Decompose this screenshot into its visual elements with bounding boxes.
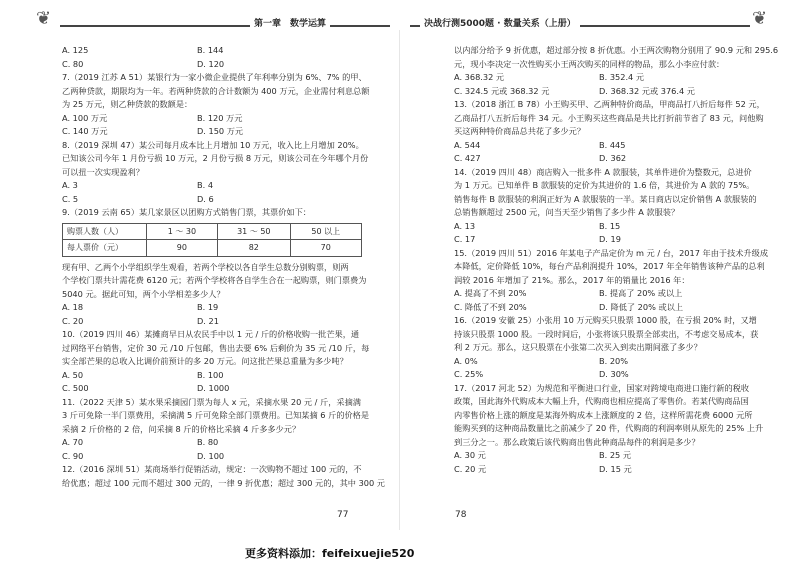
answer-option: B. 19 bbox=[197, 302, 219, 312]
table-cell: 50 以上 bbox=[290, 223, 361, 240]
table-cell: 31 ～ 50 bbox=[218, 223, 290, 240]
answer-option: A. 50 bbox=[62, 369, 84, 380]
answer-options-row bbox=[62, 301, 362, 315]
answer-option: A. 100 万元 bbox=[62, 112, 108, 123]
answer-option: B. 20% bbox=[599, 355, 629, 366]
ticket-price-table bbox=[62, 223, 362, 257]
answer-option: B. 4 bbox=[197, 180, 214, 190]
answer-options-row bbox=[454, 233, 754, 247]
question-text-line: 销售每件 B 款服装的利润正好为 A 款服装的一半。某日商店以定价销售 A 款服装的 bbox=[454, 193, 757, 204]
answer-option: D. 150 万元 bbox=[197, 126, 244, 136]
answer-options-row bbox=[454, 287, 754, 301]
answer-options-row bbox=[62, 315, 362, 329]
answer-option: C. 20 元 bbox=[454, 463, 487, 474]
answer-options-row bbox=[62, 382, 362, 396]
flourish-ornament-icon: ❦ bbox=[36, 8, 52, 29]
question-text-line: 7.（2019 江苏 A 51）某银行为一家小微企业提供了年利率分别为 6%、7% 的甲、 bbox=[62, 72, 367, 82]
answer-option: C. 25% bbox=[454, 369, 484, 379]
answer-option: A. 30 元 bbox=[454, 450, 486, 460]
question-text-line: 买这两种特价商品总共花了多少元？ bbox=[454, 126, 586, 136]
table-row bbox=[63, 240, 362, 257]
book-spine bbox=[399, 30, 400, 530]
flourish-ornament-icon: ❦ bbox=[752, 8, 768, 29]
answer-option: A. 368.32 元 bbox=[454, 72, 505, 82]
answer-options-row bbox=[62, 193, 362, 207]
header-rule bbox=[60, 25, 390, 27]
footer-note: 更多资料添加：feifeixuejie520 bbox=[245, 547, 415, 560]
answer-option: B. 15 bbox=[599, 220, 621, 231]
answer-option: A. 125 bbox=[62, 45, 89, 55]
answer-option: D. 30% bbox=[599, 369, 629, 379]
answer-options-row bbox=[454, 152, 754, 166]
answer-option: C. 5 bbox=[62, 193, 79, 204]
question-text-line: 为 25 万元，则乙种贷款的数额是： bbox=[62, 99, 193, 109]
answer-options-row bbox=[62, 112, 362, 126]
question-text-line: 11.（2022 天津 5）某水果采摘园门票为每人 x 元，采摘水果 20 元 / 斤，采摘满 bbox=[62, 396, 361, 407]
answer-option: B. 80 bbox=[197, 437, 219, 447]
answer-options-row bbox=[62, 436, 362, 450]
question-text-line: 乙商品打八五折后每件 34 元。小王购买这些商品是共比打折前节省了 83 元，问他购 bbox=[454, 112, 764, 123]
table-cell: 每人票价（元） bbox=[63, 240, 147, 257]
question-text-line: 给优惠；超过 100 元而不超过 300 元的，一律 9 折优惠；超过 300 元的，其中 300 元 bbox=[62, 477, 385, 488]
question-text-line: 到三分之一。那么政策后该代购商出售此种商品每件的利润是多少？ bbox=[454, 436, 700, 447]
question-text-line: 利 2 万元。那么，这只股票在小张第二次买入到卖出期间涨了多少？ bbox=[454, 342, 702, 352]
answer-options-row bbox=[454, 463, 754, 477]
question-text-line: 10.（2019 四川 46）某摊商早日从农民手中以 1 元 / 斤的价格收购一批芒果，通 bbox=[62, 329, 360, 339]
answer-option: D. 21 bbox=[197, 315, 219, 326]
question-text-line: 5040 元。据此可知，两个小学相差多少人？ bbox=[62, 288, 225, 299]
answer-option: D. 6 bbox=[197, 193, 214, 204]
answer-option: C. 20 bbox=[62, 315, 84, 326]
question-text-line: 8.（2019 深圳 47）某公司每月成本比上月增加 10 万元，收入比上月增加 20%。 bbox=[62, 139, 364, 150]
answer-option: C. 427 bbox=[454, 153, 481, 163]
question-text-line: 3 斤可免除一半门票费用，采摘满 5 斤可免除全部门票费用。已知某摘 6 斤的价格是 bbox=[62, 410, 370, 420]
table-cell: 82 bbox=[218, 240, 290, 257]
answer-options-row bbox=[454, 220, 754, 234]
answer-options-row bbox=[62, 44, 362, 58]
answer-options-row bbox=[454, 301, 754, 315]
answer-option: D. 120 bbox=[197, 58, 225, 69]
question-text-line: 润较 2016 年增加了 21%。那么，2017 年的销量比 2016 年： bbox=[454, 274, 690, 285]
answer-option: C. 140 万元 bbox=[62, 126, 108, 136]
answer-option: D. 100 bbox=[197, 450, 225, 461]
question-text-line: 总销售额超过 2500 元，问当天至少销售了多少件 A 款服装？ bbox=[454, 207, 680, 217]
page-number-right: 78 bbox=[455, 510, 467, 520]
question-text-line: 可以扭一次实现盈利？ bbox=[62, 166, 144, 177]
question-text-line: 为 1 万元。已知单件 B 款服装的定价为其进价的 1.6 倍，其进价为 A 款的 75%。 bbox=[454, 180, 755, 190]
answer-option: C. 降低了不到 20% bbox=[454, 301, 527, 312]
answer-options-row bbox=[62, 450, 362, 464]
answer-option: B. 120 万元 bbox=[197, 112, 243, 123]
answer-option: C. 324.5 元或 368.32 元 bbox=[454, 85, 550, 96]
answer-option: D. 362 bbox=[599, 153, 627, 163]
answer-option: D. 1000 bbox=[197, 383, 230, 393]
question-text-line: 本降低，定价降低 10%，每台产品利润提升 10%，2017 年全年销售该种产品的总利 bbox=[454, 261, 765, 271]
question-text-line: 能购买到的这种商品数量比之前减少了 20 件，代购商的利润率则从原先的 25% 上升 bbox=[454, 423, 764, 433]
page-number-left: 77 bbox=[337, 510, 349, 520]
question-text-line: 12.（2016 深圳 51）某商场举行促销活动，规定：一次购物不超过 100 元的，不 bbox=[62, 464, 362, 474]
question-text-line: 政策，国此海外代购成本大幅上升，代购商也相应提高了零售价。若某代购商品国 bbox=[454, 396, 749, 406]
answer-option: C. 80 bbox=[62, 58, 84, 69]
table-cell: 70 bbox=[290, 240, 361, 257]
answer-option: B. 445 bbox=[599, 139, 626, 150]
answer-option: A. 提高了不到 20% bbox=[454, 288, 527, 298]
answer-option: D. 降低了 20% 或以上 bbox=[599, 301, 684, 312]
book-title: 决战行测5000题 · 数量关系（上册） bbox=[420, 16, 580, 29]
answer-option: D. 19 bbox=[599, 234, 621, 244]
answer-options-row bbox=[62, 58, 362, 72]
table-cell: 90 bbox=[146, 240, 217, 257]
table-row bbox=[63, 223, 362, 240]
table-cell: 1 ～ 30 bbox=[146, 223, 217, 240]
answer-options-row bbox=[62, 125, 362, 139]
answer-option: C. 500 bbox=[62, 383, 89, 393]
question-text-line: 采摘 2 斤价格的 2 倍，问采摘 8 斤的价格比采摘 4 斤多多少元？ bbox=[62, 423, 301, 434]
question-text-line: 实全部芒果的总收入比调价前预计的多 20 万元。问这批芒果总重量为多少吨？ bbox=[62, 356, 348, 366]
answer-option: B. 352.4 元 bbox=[599, 72, 645, 82]
question-text-line: 以内部分给予 9 折优惠，超过部分按 8 折优惠。小王两次购物分别用了 90.9 元和 295.6 bbox=[454, 45, 779, 55]
answer-option: A. 0% bbox=[454, 355, 478, 366]
answer-option: D. 368.32 元或 376.4 元 bbox=[599, 85, 695, 96]
right-page-header bbox=[410, 16, 750, 34]
left-page-content bbox=[62, 44, 385, 490]
question-text-line: 现有甲、乙两个小学组织学生观看，若两个学校以各自学生总数分别购票，则两 bbox=[62, 261, 349, 272]
question-text-line: 持该只股票 1000 股。一段时间后，小张将该只股票全部卖出，不考虑交易成本，获 bbox=[454, 328, 759, 339]
question-text-line: 15.（2019 四川 51）2016 年某电子产品定价为 m 元 / 台，2017 年由于技术升级成 bbox=[454, 247, 769, 258]
answer-option: B. 25 元 bbox=[599, 450, 632, 460]
question-text-line: 乙两种贷款，期限均为一年。若两种贷款的合计数额为 400 万元，企业需付利息总额 bbox=[62, 85, 370, 96]
question-text-line: 17.（2017 河北 52）为规范和平衡进口行业，国家对跨境电商进口施行新的税收 bbox=[454, 382, 750, 393]
answer-options-row bbox=[454, 368, 754, 382]
answer-option: B. 144 bbox=[197, 45, 224, 55]
answer-option: A. 18 bbox=[62, 302, 84, 312]
question-text-line: 内零售价格上涨的额度是某海外购成本上涨额度的 2 倍，这样所需花费 6000 元所 bbox=[454, 409, 753, 420]
table-cell: 购票人数（人） bbox=[63, 223, 147, 240]
question-text-line: 元，现小李决定一次性购买小王两次购买的同样的物品，那么小李应付款： bbox=[454, 58, 725, 69]
answer-option: A. 544 bbox=[454, 139, 481, 150]
answer-option: A. 13 bbox=[454, 220, 476, 231]
answer-options-row bbox=[454, 85, 754, 99]
question-text-line: 个学校门票共计需花费 6120 元；若两个学校将各自学生合在一起购票，则门票费为 bbox=[62, 275, 367, 285]
answer-option: C. 17 bbox=[454, 234, 476, 244]
answer-options-row bbox=[454, 71, 754, 85]
answer-option: B. 提高了 20% 或以上 bbox=[599, 288, 683, 298]
answer-options-row bbox=[454, 449, 754, 463]
question-text-line: 过网络平台销售，定价 30 元 /10 斤包邮，售出去要 6% 后剩价为 35 元 /10 斤，每 bbox=[62, 342, 370, 353]
answer-option: D. 15 元 bbox=[599, 463, 632, 474]
question-text-line: 16.（2019 安徽 25）小张用 10 万元购买只股票 1000 股，在亏损 20% 时，又增 bbox=[454, 315, 757, 325]
answer-option: B. 100 bbox=[197, 369, 224, 380]
answer-option: A. 3 bbox=[62, 180, 78, 190]
answer-options-row bbox=[62, 369, 362, 383]
question-text-line: 13.（2018 浙江 B 78）小王购买甲、乙两种特价商品，甲商品打八折后每件 52 元， bbox=[454, 99, 765, 109]
right-page-content bbox=[454, 44, 779, 476]
answer-options-row bbox=[454, 139, 754, 153]
chapter-title: 第一章 数学运算 bbox=[250, 16, 330, 29]
question-text-line: 9.（2019 云南 65）某几家景区以团购方式销售门票，其票价如下： bbox=[62, 207, 311, 217]
answer-option: C. 90 bbox=[62, 450, 84, 461]
question-text-line: 已知该公司今年 1 月份亏损 10 万元，2 月份亏损 8 万元，则该公司在今年哪个月份 bbox=[62, 153, 369, 163]
left-page-header bbox=[60, 16, 390, 34]
question-text-line: 14.（2019 四川 48）商店购入一批多件 A 款服装，其单件进价为整数元，总进价 bbox=[454, 166, 752, 177]
answer-options-row bbox=[62, 179, 362, 193]
answer-option: A. 70 bbox=[62, 437, 84, 447]
answer-options-row bbox=[454, 355, 754, 369]
